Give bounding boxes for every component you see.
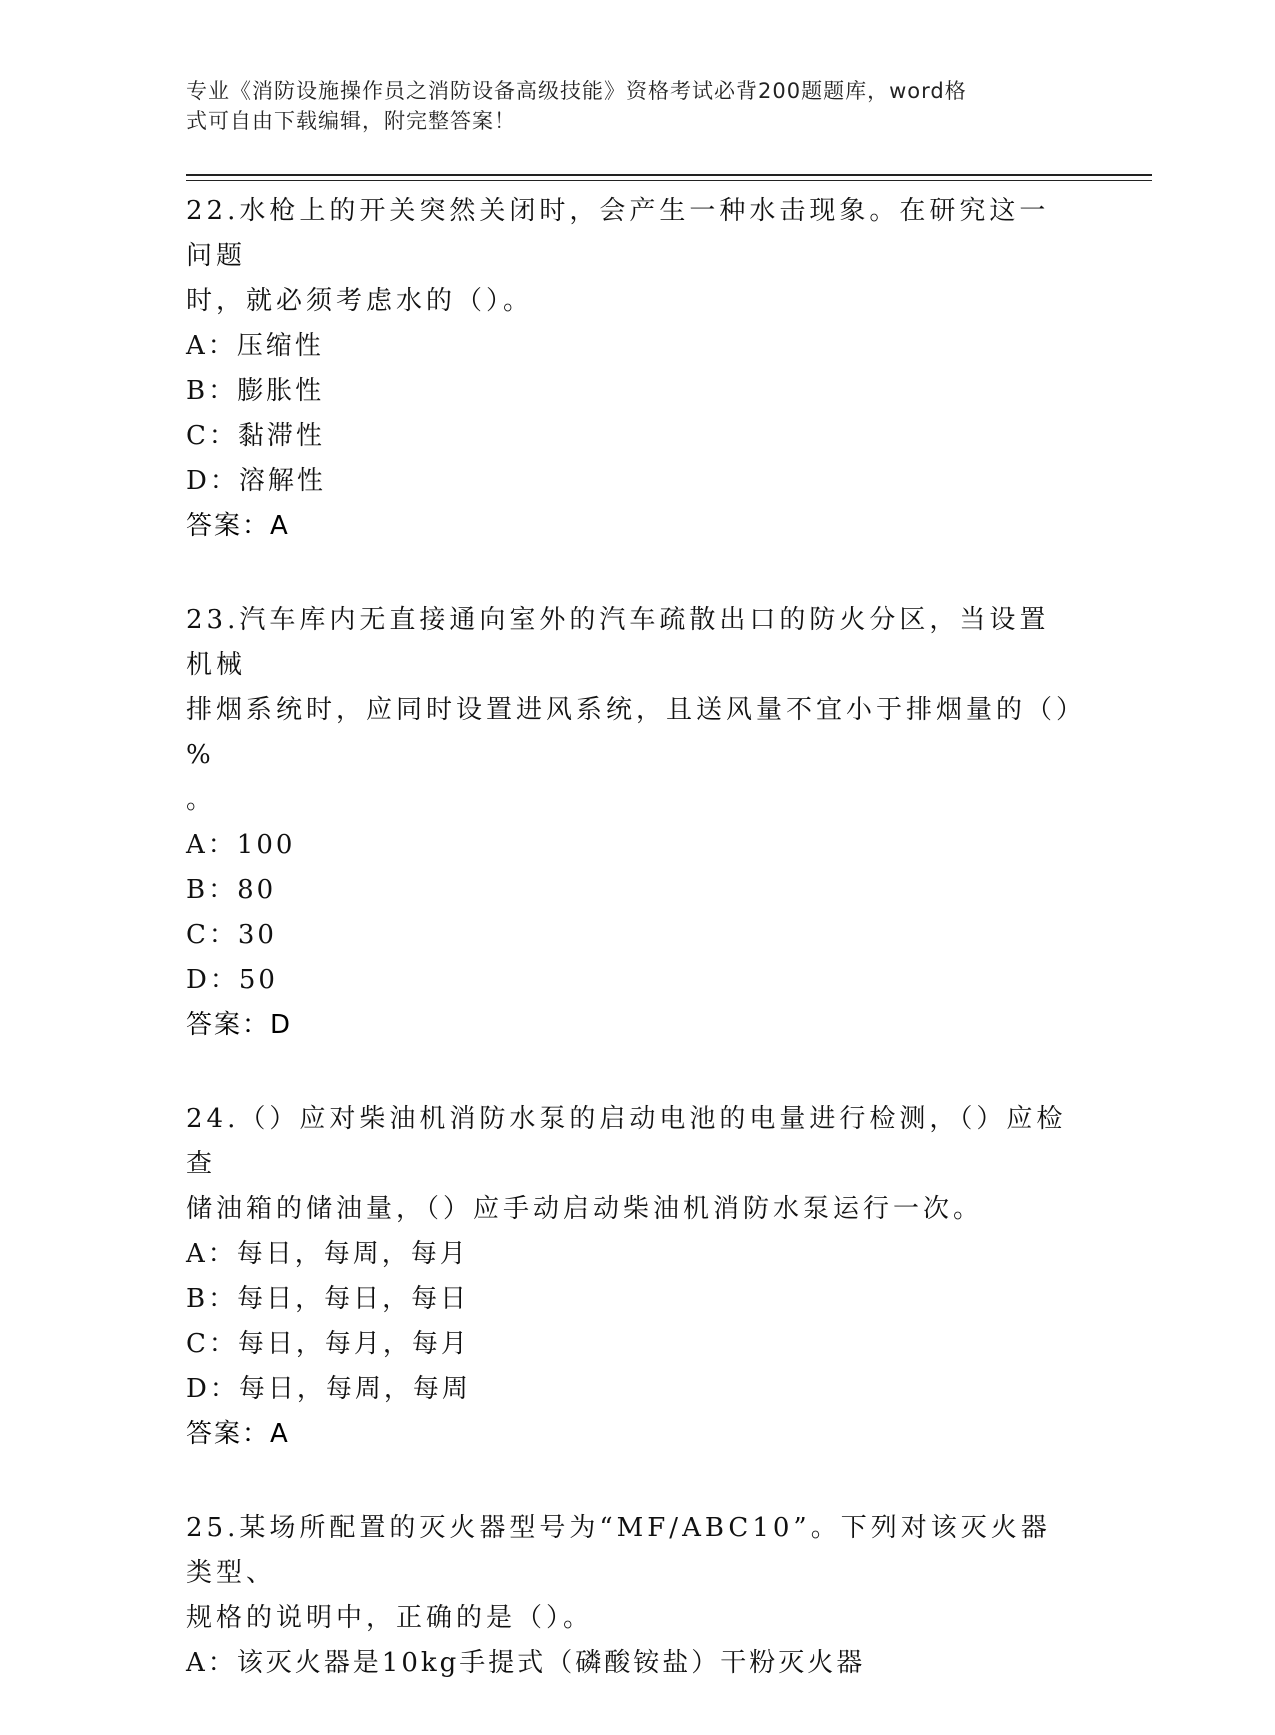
question-stem-line: 时，就必须考虑水的（）。 bbox=[186, 286, 534, 316]
question-stem-line: 储油箱的储油量，（）应手动启动柴油机消防水泵运行一次。 bbox=[186, 1194, 984, 1224]
question-stem-line: 排烟系统时，应同时设置进风系统，且送风量不宜小于排烟量的（）% bbox=[186, 695, 1074, 770]
option-a: A：每日，每周，每月 bbox=[186, 1239, 469, 1269]
answer-label: 答案：D bbox=[186, 1010, 293, 1040]
option-b: B：每日，每日，每日 bbox=[186, 1284, 470, 1314]
question-stem-line: 22.水枪上的开关突然关闭时，会产生一种水击现象。在研究这一问题 bbox=[186, 196, 1050, 271]
option-b: B：膨胀性 bbox=[186, 376, 325, 406]
option-c: C：黏滞性 bbox=[186, 421, 325, 451]
option-d: D：每日，每周，每周 bbox=[186, 1374, 471, 1404]
document-header bbox=[186, 76, 1086, 136]
option-a: A：100 bbox=[186, 830, 296, 860]
header-divider-thin bbox=[186, 180, 1152, 181]
question-24 bbox=[186, 1097, 1076, 1457]
question-25 bbox=[186, 1506, 1076, 1686]
question-stem-line: 25.某场所配置的灭火器型号为“MF/ABC10”。下列对该灭火器类型、 bbox=[186, 1513, 1051, 1588]
answer-label: 答案：A bbox=[186, 1419, 290, 1449]
question-22 bbox=[186, 189, 1076, 549]
question-23 bbox=[186, 598, 1076, 1048]
option-b: B：80 bbox=[186, 875, 277, 905]
question-stem-line: 规格的说明中，正确的是（）。 bbox=[186, 1603, 594, 1633]
option-d: D：50 bbox=[186, 965, 278, 995]
option-c: C：30 bbox=[186, 920, 277, 950]
option-d: D：溶解性 bbox=[186, 466, 326, 496]
question-list bbox=[186, 189, 1076, 1735]
option-c: C：每日，每月，每月 bbox=[186, 1329, 470, 1359]
header-divider-thick bbox=[186, 174, 1152, 176]
option-a: A：该灭火器是10kg手提式（磷酸铵盐）干粉灭火器 bbox=[186, 1648, 866, 1678]
question-stem-line: 。 bbox=[186, 785, 217, 815]
answer-label: 答案：A bbox=[186, 511, 290, 541]
option-a: A：压缩性 bbox=[186, 331, 324, 361]
header-line-2: 式可自由下载编辑，附完整答案！ bbox=[186, 109, 516, 133]
header-line-1: 专业《消防设施操作员之消防设备高级技能》资格考试必背200题题库，word格 bbox=[186, 79, 967, 103]
question-stem-line: 24.（）应对柴油机消防水泵的启动电池的电量进行检测，（）应检查 bbox=[186, 1104, 1067, 1179]
question-stem-line: 23.汽车库内无直接通向室外的汽车疏散出口的防火分区，当设置机械 bbox=[186, 605, 1050, 680]
